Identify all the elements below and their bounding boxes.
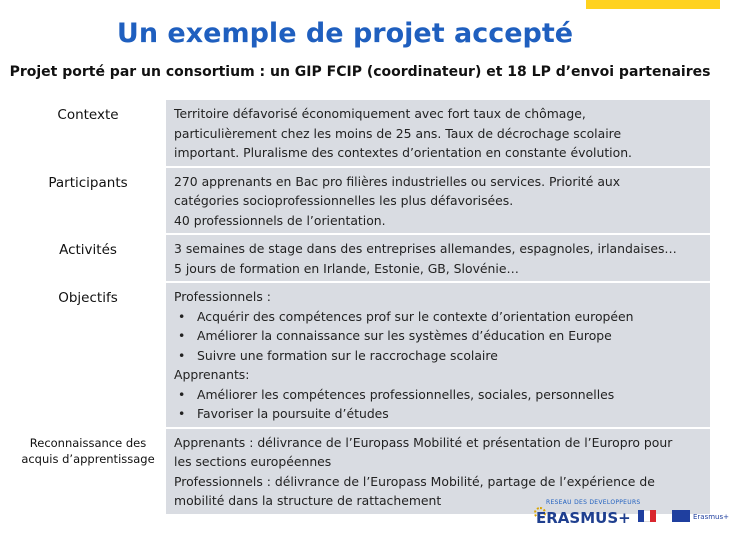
content-line: 3 semaines de stage dans des entreprises allemandes, espagnoles, irlandaises… xyxy=(174,241,677,256)
project-table xyxy=(10,100,710,516)
row-label: Objectifs xyxy=(58,290,118,306)
content-line: Apprenants: xyxy=(174,367,250,382)
row-label: Contexte xyxy=(57,107,119,123)
content-line: 270 apprenants en Bac pro filières industrielles ou services. Priorité aux xyxy=(174,173,621,189)
content-line: particulièrement chez les moins de 25 ans. Taux de décrochage scolaire xyxy=(174,125,622,141)
table-row-activites xyxy=(10,235,710,283)
bullet-item: • Favoriser la poursuite d’études xyxy=(174,404,702,424)
table-row-participants xyxy=(10,168,710,236)
bullet-item: • Améliorer les compétences professionnelles, sociales, personnelles xyxy=(174,385,702,405)
bullet-item: • Acquérir des compétences prof sur le contexte d’orientation européen xyxy=(174,307,702,327)
table-row-contexte xyxy=(10,100,710,168)
page-subtitle: Projet porté par un consortium : un GIP FCIP (coordinateur) et 18 LP d’envoi partenaires xyxy=(9,64,711,80)
content-line: mobilité dans la structure de rattachement xyxy=(174,493,442,508)
table-row-objectifs xyxy=(10,283,710,429)
content-line: Professionnels : délivrance de l’Europass Mobilité, partage de l’expérience de xyxy=(174,473,655,489)
row-label: Activités xyxy=(59,242,117,258)
eu-erasmus-label: Erasmus+ xyxy=(693,513,729,521)
page-title: Un exemple de projet accepté xyxy=(116,18,574,49)
row-label: Reconnaissance des acquis d’apprentissage xyxy=(21,435,155,466)
content-line: les sections européennes xyxy=(174,454,332,469)
content-line: Professionnels : xyxy=(174,289,271,304)
content-line: catégories socioprofessionnelles les plus défavorisées. xyxy=(174,193,514,208)
row-label: Participants xyxy=(48,174,128,191)
row-content xyxy=(166,235,710,281)
footer-logos xyxy=(530,497,729,537)
content-line: Territoire défavorisé économiquement avec fort taux de chômage, xyxy=(174,106,586,121)
bullet-item: • Suivre une formation sur le raccrochage scolaire xyxy=(174,346,702,366)
row-content xyxy=(166,168,710,234)
corner-accent-bar xyxy=(586,0,720,9)
french-republic-flag-icon xyxy=(638,510,656,522)
eu-flag-icon xyxy=(672,510,690,522)
erasmus-logo: ERASMUS+ xyxy=(536,509,631,527)
bullet-item: • Améliorer la connaissance sur les systèmes d’éducation en Europe xyxy=(174,326,702,346)
network-label: RESEAU DES DEVELOPPEURS xyxy=(546,499,641,506)
row-content xyxy=(166,100,710,166)
content-line: Apprenants : délivrance de l’Europass Mobilité et présentation de l’Europro pour xyxy=(174,434,673,450)
content-line: important. Pluralisme des contextes d’orientation en constante évolution. xyxy=(174,145,632,160)
content-line: 5 jours de formation en Irlande, Estonie, GB, Slovénie… xyxy=(174,260,519,276)
content-line: 40 professionnels de l’orientation. xyxy=(174,212,386,228)
row-content xyxy=(166,283,710,427)
